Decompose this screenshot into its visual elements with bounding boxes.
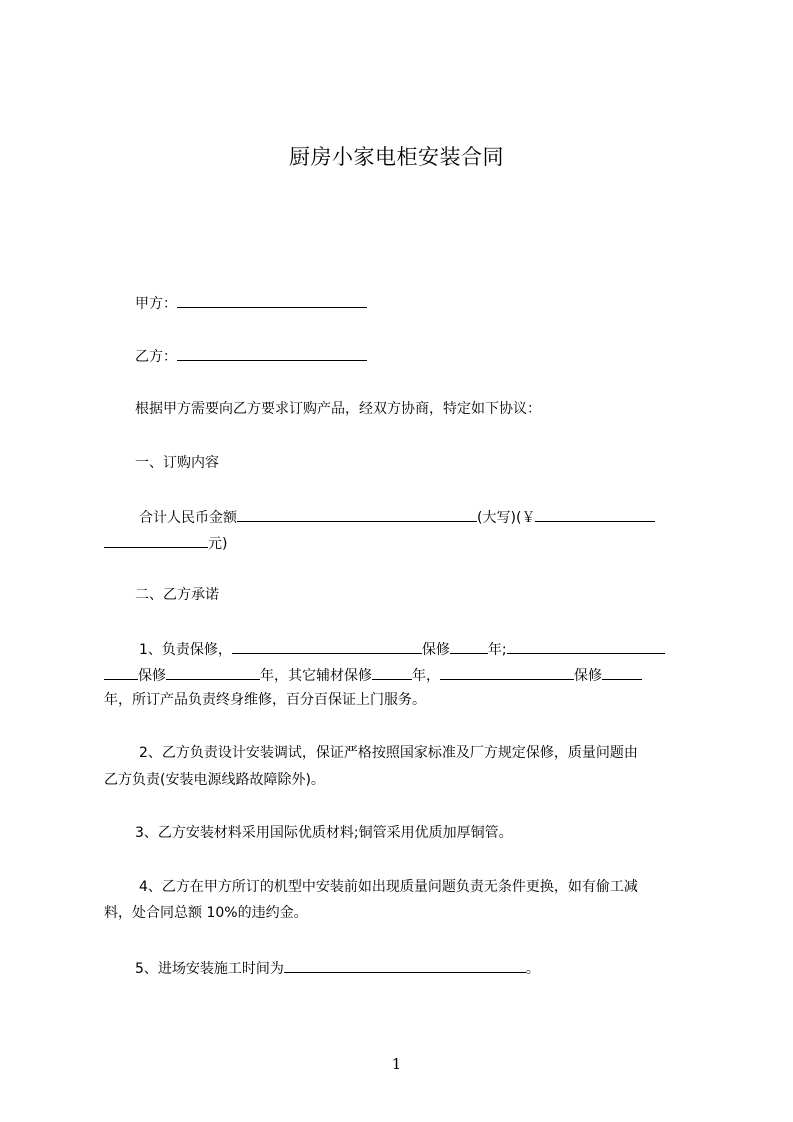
item5-blank[interactable] xyxy=(284,957,526,973)
item1-blank-3[interactable] xyxy=(507,638,665,654)
amount-number-blank-2[interactable] xyxy=(104,532,208,548)
item1-text-6: 年， xyxy=(412,668,440,684)
item1-text-4: 保修 xyxy=(138,668,166,684)
amount-line-2 xyxy=(104,532,227,554)
item1-line-3: 年，所订产品负责终身维修，百分百保证上门服务。 xyxy=(104,692,426,708)
item5-line xyxy=(135,957,540,979)
party-b-blank[interactable] xyxy=(177,345,367,361)
item1-text-2: 保修 xyxy=(421,642,450,658)
item1-blank-7[interactable] xyxy=(440,664,574,680)
item3-text: 3、乙方安装材料采用国际优质材料;铜管采用优质加厚铜管。 xyxy=(135,825,513,841)
party-b-line xyxy=(135,345,367,367)
item5-label: 5、进场安装施工时间为 xyxy=(135,961,284,977)
item1-blank-5[interactable] xyxy=(166,664,260,680)
item2-line-1: 2、乙方负责设计安装调试，保证严格按照国家标准及厂方规定保修，质量问题由 xyxy=(139,745,638,761)
item2-line-2: 乙方负责(安装电源线路故障除外)。 xyxy=(104,772,325,788)
item4-line-1: 4、乙方在甲方所订的机型中安装前如出现质量问题负责无条件更换，如有偷工减 xyxy=(139,879,638,895)
item4-line-2: 料，处合同总额 10%的违约金。 xyxy=(104,905,308,921)
amount-label: 合计人民币金额 xyxy=(139,510,237,526)
intro-text: 根据甲方需要向乙方要求订购产品，经双方协商，特定如下协议： xyxy=(135,401,541,417)
item1-text-1: 1、负责保修， xyxy=(139,642,232,658)
item1-text-7: 保修 xyxy=(574,668,602,684)
party-a-label: 甲方： xyxy=(135,296,177,312)
section1-heading: 一、订购内容 xyxy=(135,455,219,471)
item1-blank-8[interactable] xyxy=(602,664,642,680)
item1-text-3: 年; xyxy=(487,642,507,658)
item1-blank-4[interactable] xyxy=(104,664,138,680)
document-title: 厨房小家电柜安装合同 xyxy=(289,145,504,169)
amount-capital-label: (大写) xyxy=(477,510,516,526)
item1-blank-2[interactable] xyxy=(450,638,488,654)
page-number: 1 xyxy=(391,1055,402,1073)
item1-text-5: 年，其它辅材保修 xyxy=(260,668,372,684)
item5-end: 。 xyxy=(525,961,540,977)
item1-blank-6[interactable] xyxy=(372,664,412,680)
party-a-blank[interactable] xyxy=(177,292,367,308)
amount-yuan-open: (￥ xyxy=(515,510,536,526)
section2-heading: 二、乙方承诺 xyxy=(135,587,219,603)
amount-number-blank-1[interactable] xyxy=(535,506,655,522)
party-b-label: 乙方： xyxy=(135,349,177,365)
party-a-line xyxy=(135,292,367,314)
amount-capital-blank[interactable] xyxy=(237,506,477,522)
item1-line-1 xyxy=(139,638,665,660)
item1-line-2 xyxy=(104,664,642,686)
amount-yuan-close: 元) xyxy=(208,536,228,552)
amount-line-1 xyxy=(139,506,655,528)
item1-blank-1[interactable] xyxy=(232,638,422,654)
